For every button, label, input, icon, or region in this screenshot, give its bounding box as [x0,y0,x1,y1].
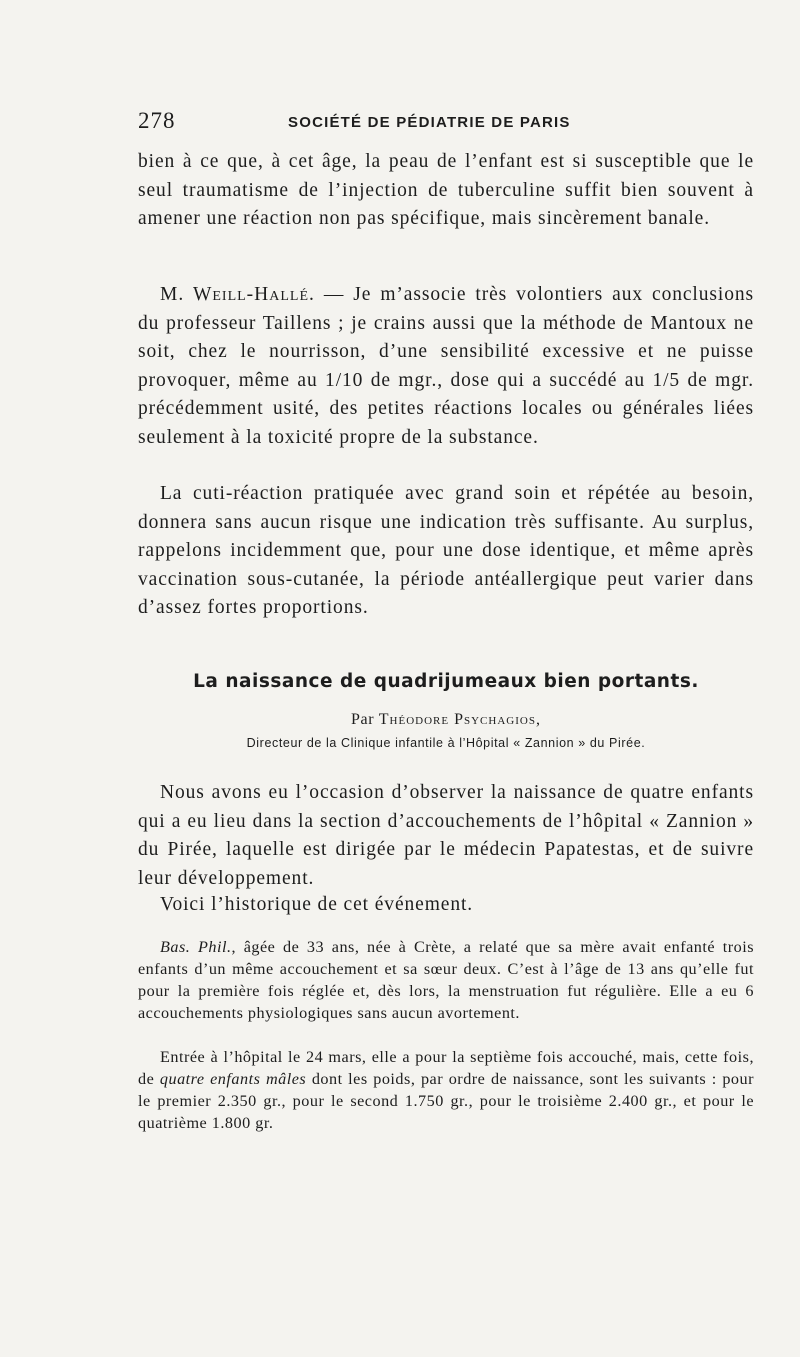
paragraph-history: Voici l’historique de cet événement. [160,894,474,915]
author-name: Théodore Psychagios, [378,711,541,728]
patient-name: Bas. Phil. [160,938,232,956]
quadruplets-italic: quatre enfants mâles [159,1069,307,1088]
running-head [138,108,754,138]
running-title: SOCIÉTÉ DE PÉDIATRIE DE PARIS [288,114,571,131]
paragraph-weill-halle: M. Weill-Hallé. — Je m’associe très volontiers aux conclusions du professeur Taillens ; je crains aussi que la méthode de Mantoux ne soit, chez le nourrisson, d’une sensibilité excessive et ne puisse provoquer, même au 1/10 de mgr., dose qui a succédé au 1/5 de mgr. précédemment usité, des petites réactions locales ou générales liées seulement à la toxicité propre de la substance. [138,284,754,448]
case-history: Bas. Phil., âgée de 33 ans, née à Crète, a relaté que sa mère avait enfanté trois enfants d’un même accouchement et sa sœur deux. C’est à l’âge de 13 ans qu’elle fut pour la première fois réglée et, dès lors, la menstruation fut régulière. Elle a eu 6 accouchements physiologiques sans aucun avortement. [138,938,754,1022]
article-title: La naissance de quadrijumeaux bien portants. [193,671,699,692]
page-number: 278 [138,108,176,133]
speaker-name: M. Weill-Hallé. [160,284,315,305]
case-delivery: Entrée à l’hôpital le 24 mars, elle a pour la septième fois accouché, mais, cette fois, de quatre enfants mâles dont les poids, par ordre de naissance, sont les suivants : pour le premier 2.350 gr., pour le second 1.750 gr., pour le troisième 2.400 gr., et pour le quatrième 1.800 gr. [138,1048,754,1132]
author-affiliation: Directeur de la Clinique infantile à l’Hôpital « Zannion » du Pirée. [246,736,646,750]
paragraph-continuation: bien à ce que, à cet âge, la peau de l’enfant est si susceptible que le seul traumatisme de l’injection de tuberculine suffit bien souvent à amener une réaction non pas spécifique, mais sincèrement banale. [138,151,754,230]
byline: Par Théodore Psychagios, [351,711,541,728]
paragraph-cuti-reaction: La cuti-réaction pratiquée avec grand soin et répétée au besoin, donnera sans aucun risque une indication très suffisante. Au surplus, rappelons incidemment que, pour une dose identique, et même après vaccination sous-cutanée, la période antéallergique peut varier dans d’assez fortes proportions. [138,483,754,619]
paragraph-intro: Nous avons eu l’occasion d’observer la naissance de quatre enfants qui a eu lieu dans la section d’accouchements de l’hôpital « Zannion » du Pirée, laquelle est dirigée par le médecin Papatestas, et de suivre leur développement. [138,782,754,889]
